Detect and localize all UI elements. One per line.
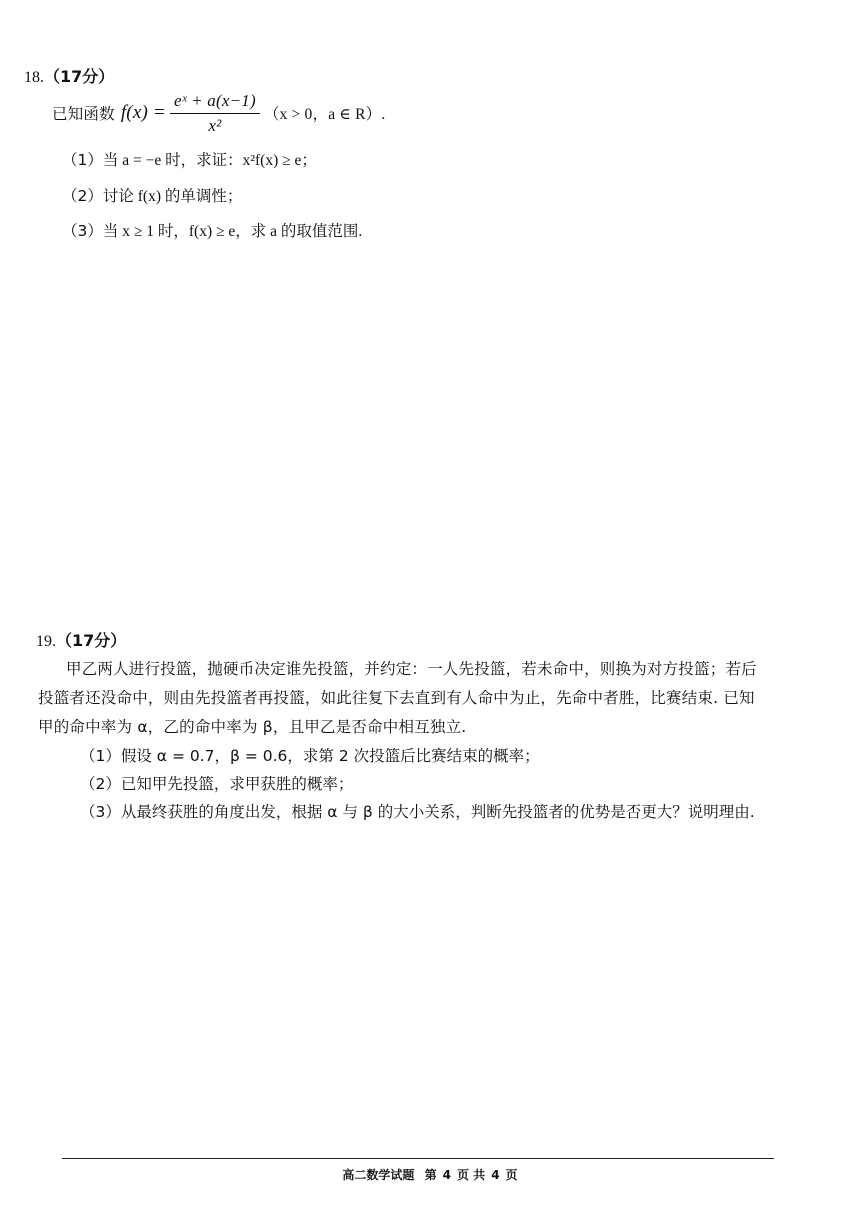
q19-part-1-text: 假设 α = 0.7，β = 0.6，求第 2 次投篮后比赛结束的概率； (120, 747, 540, 765)
q19-paragraph-line-3: 甲的命中率为 α，乙的命中率为 β，且甲乙是否命中相互独立. (38, 718, 467, 736)
q18-part-2 (62, 184, 242, 206)
footer-divider (62, 1158, 774, 1159)
footer-page-mid: 页 共 (457, 1168, 486, 1182)
footer-subject: 高二数学试题 (342, 1168, 415, 1182)
footer-page-current: 4 (442, 1168, 451, 1182)
q19-part-3-label: （3） (80, 803, 121, 821)
q18-intro-condition: （x > 0，a ∈ R）. (263, 106, 386, 123)
q18-number: 18. (24, 69, 44, 86)
q19-paragraph-line-1: 甲乙两人进行投篮，抛硬币决定谁先投篮，并约定：一人先投篮，若未命中，则换为对方投篮；若后 (66, 660, 757, 678)
q19-paragraph-line-2: 投篮者还没命中，则由先投篮者再投篮，如此往复下去直到有人命中为止，先命中者胜，比赛结束. 已知 (38, 689, 755, 707)
q18-part-2-text: 讨论 f(x) 的单调性； (102, 188, 243, 205)
footer-page-prefix: 第 (424, 1168, 437, 1182)
q18-part-2-label: （2） (62, 187, 103, 205)
footer-page-suffix: 页 (505, 1168, 518, 1182)
q19-part-2 (80, 772, 353, 794)
footer-page-total: 4 (491, 1168, 500, 1182)
q18-heading (24, 64, 114, 87)
q18-intro-func: f(x) = (120, 102, 166, 123)
q19-number: 19. (36, 633, 56, 650)
q18-part-3-text: 当 x ≥ 1 时，f(x) ≥ e，求 a 的取值范围. (102, 223, 363, 240)
q18-part-3 (62, 219, 362, 241)
q18-part-1-text: 当 a = −e 时，求证：x²f(x) ≥ e； (102, 152, 317, 169)
q18-points: （17分） (44, 67, 115, 86)
q18-part-3-label: （3） (62, 222, 103, 240)
q18-fraction-numerator: eˣ + a(x−1) (170, 91, 260, 114)
q19-part-3-text: 从最终获胜的角度出发，根据 α 与 β 的大小关系，判断先投篮者的优势是否更大？说明理由. (120, 803, 755, 821)
q19-part-1-label: （1） (80, 747, 121, 765)
q18-fraction-denominator: x² (208, 115, 222, 135)
q19-part-3 (80, 800, 755, 822)
q18-intro (52, 88, 385, 138)
q19-heading (36, 628, 126, 651)
q18-part-1 (62, 148, 317, 170)
q19-part-1 (80, 744, 540, 766)
q18-intro-prefix: 已知函数 (52, 105, 115, 123)
q19-part-2-label: （2） (80, 775, 121, 793)
q18-part-1-label: （1） (62, 151, 103, 169)
q19-part-2-text: 已知甲先投篮，求甲获胜的概率； (120, 775, 354, 793)
q19-points: （17分） (56, 631, 127, 650)
q18-fraction (170, 91, 260, 136)
page-footer (0, 1166, 860, 1183)
